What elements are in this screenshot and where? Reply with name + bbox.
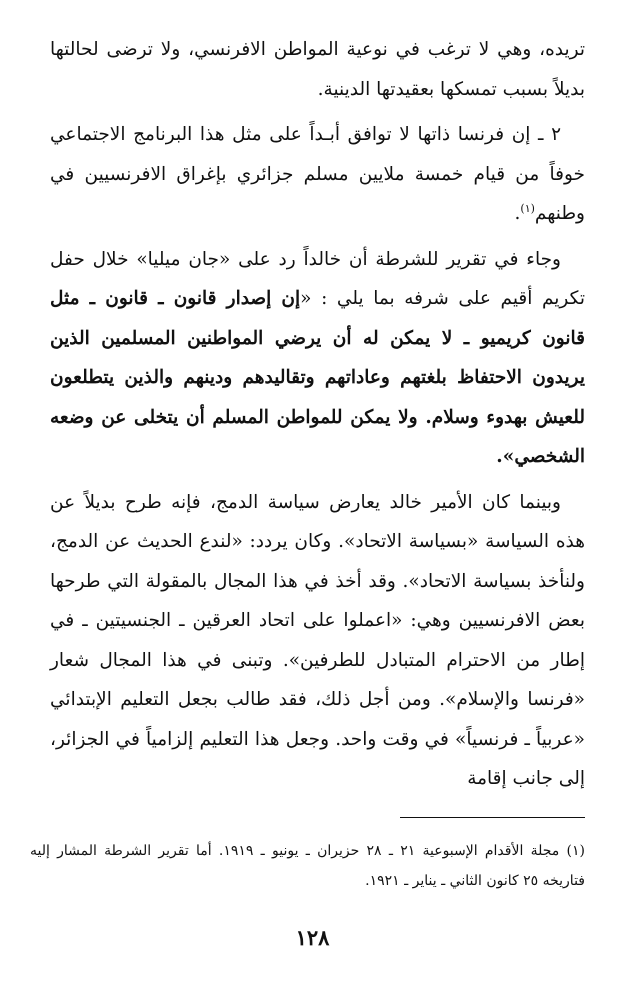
paragraph-text: وبينما كان الأمير خالد يعارض سياسة الدمج، فإنه طرح بديلاً عن هذه السياسة «بسياسة الاتحاد». وكان يردد: «لندع الحديث عن الدمج، ولنأخذ بسياسة الاتحاد». وقد أخذ في هذا المجال بالمقولة التي طرحها بعض الافرنسيين وهي: «اعملوا على اتحاد العرقين ـ الجنسيتين ـ في إطار من الاحترام المتبادل للطرفين». وتبنى في هذا المجال شعار «فرنسا والإسلام». ومن أجل ذلك، فقد طالب بجعل التعليم الإبتدائي «عربياً ـ فرنسياً» في وقت واحد. وجعل هذا التعليم إلزامياً في الجزائر، إلى جانب إقامة (50, 491, 585, 789)
paragraph-end: . (514, 203, 521, 224)
paragraph (50, 483, 585, 799)
paragraph (50, 115, 585, 234)
quote-close: ». (496, 446, 515, 467)
paragraph (50, 30, 585, 109)
footnote-reference: (١) (520, 201, 535, 215)
footnote: (١) مجلة الأقدام الإسبوعية ٢١ ـ ٢٨ حزيران ـ يونيو ـ ١٩١٩. أما تقرير الشرطة المشار إليه فتاريخه ٢٥ كانون الثاني ـ يناير ـ ١٩٢١. (30, 843, 585, 889)
footnotes (30, 836, 585, 896)
paragraph-text: تريده، وهي لا ترغب في نوعية المواطن الافرنسي، ولا ترضى لحالتها بديلاً بسبب تمسكها بعقيدتها الدينية. (50, 39, 585, 100)
bold-quote: إن إصدار قانون ـ قانون ـ مثل قانون كريميو ـ لا يمكن له أن يرضي المواطنين المسلمين الذين يريدون الاحتفاظ بلغتهم وعاداتهم وتقاليدهم ودينهم والذين يتطلعون للعيش بهدوء وسلام. ولا يمكن للمواطن المسلم أن يتخلى عن وضعه الشخصي (50, 288, 585, 467)
paragraph (50, 240, 585, 477)
footnote-divider (400, 817, 585, 818)
paragraph-text: ٢ ـ إن فرنسا ذاتها لا توافق أبـداً على مثل هذا البرنامج الاجتماعي خوفاً من قيام خمسة ملايين مسلم جزائري بإغراق الافرنسيين في وطنهم (50, 124, 585, 224)
paragraph-text: وجاء في تقرير للشرطة أن خالداً رد على «جان ميليا» خلال حفل تكريم أقيم على شرفه بما يلي : « (50, 248, 586, 309)
main-text (50, 30, 585, 799)
page-number: ١٢٨ (295, 925, 330, 950)
